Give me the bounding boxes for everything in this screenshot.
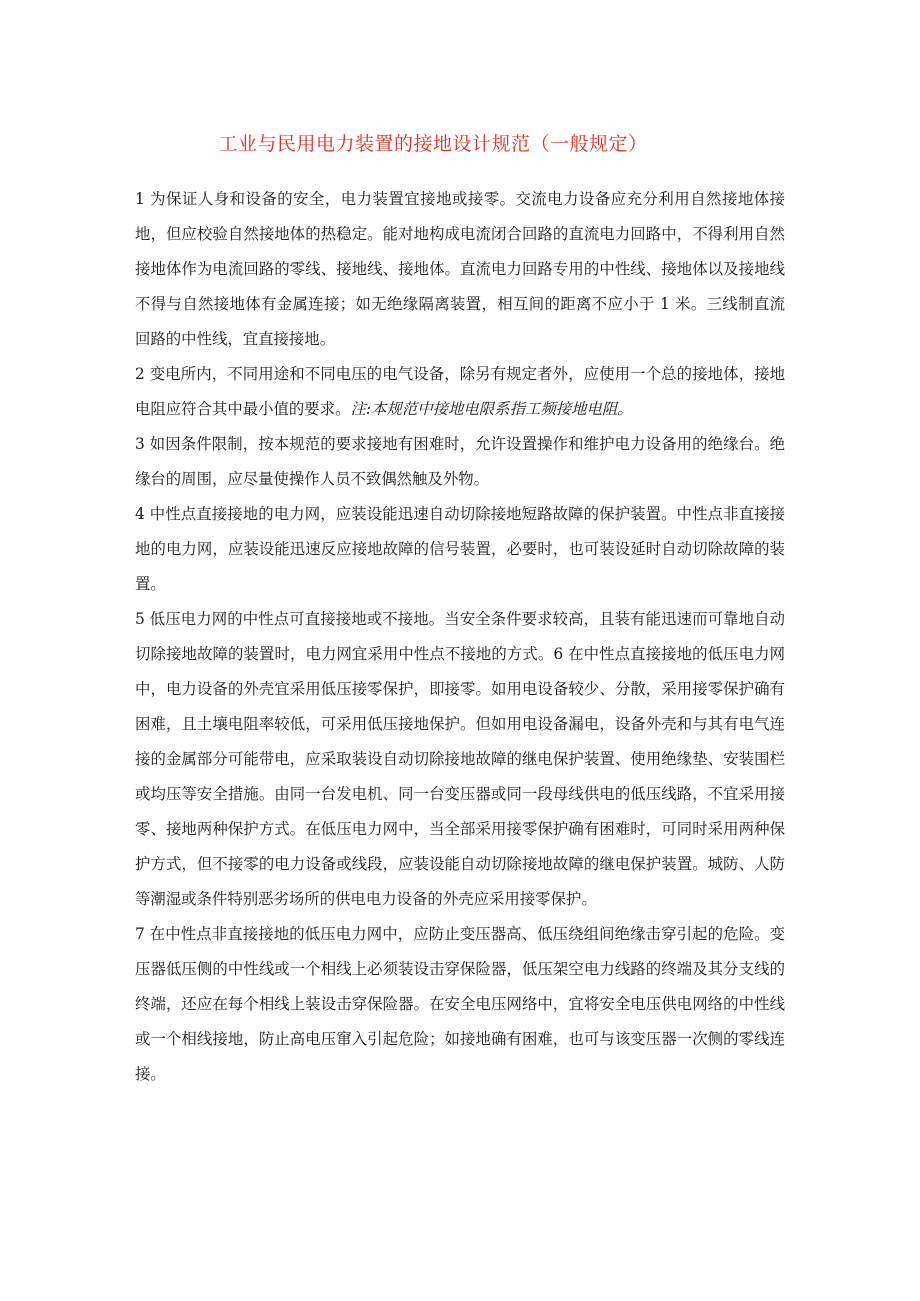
paragraph-2 — [135, 357, 785, 427]
document-body — [135, 182, 785, 1092]
paragraph-1 — [135, 182, 785, 357]
document-title: 工业与民用电力装置的接地设计规范（一般规定） — [218, 133, 648, 155]
paragraph-text: 4 中性点直接接地的电力网，应装设能迅速自动切除接地短路故障的保护装置。中性点非直接接地的电力网，应装设能迅速反应接地故障的信号装置，必要时，也可装设延时自动切除故障的装置。 — [135, 505, 785, 593]
paragraph-text: 1 为保证人身和设备的安全，电力装置宜接地或接零。交流电力设备应充分利用自然接地体接地，但应校验自然接地体的热稳定。能对地构成电流闭合回路的直流电力回路中，不得利用自然接地体作为电流回路的零线、接地线、接地体。直流电力回路专用的中性线、接地体以及接地线不得与自然接地体有金属连接；如无绝缘隔离装置，相互间的距离不应小于 1 米。三线制直流回路的中性线，宜直接接地。 — [135, 190, 785, 348]
paragraph-text: 7 在中性点非直接接地的低压电力网中，应防止变压器高、低压绕组间绝缘击穿引起的危险。变压器低压侧的中性线或一个相线上必须装设击穿保险器，低压架空电力线路的终端及其分支线的终端，还应在每个相线上装设击穿保险器。在安全电压网络中，宜将安全电压供电网络的中性线或一个相线接地，防止高电压窜入引起危险；如接地确有困难，也可与该变压器一次侧的零线连接。 — [135, 925, 785, 1083]
paragraph-7 — [135, 917, 785, 1092]
paragraph-4 — [135, 497, 785, 602]
paragraph-text: 3 如因条件限制，按本规范的要求接地有困难时，允许设置操作和维护电力设备用的绝缘台。绝缘台的周围，应尽量使操作人员不致偶然触及外物。 — [135, 435, 785, 488]
paragraph-3 — [135, 427, 785, 497]
paragraph-text: 2 变电所内，不同用途和不同电压的电气设备，除另有规定者外，应使用一个总的接地体，接地电阻应符合其中最小值的要求。 — [135, 365, 785, 418]
paragraph-note: 注:本规范中接地电限系指工频接地电阻。 — [350, 400, 633, 418]
paragraph-text: 5 低压电力网的中性点可直接接地或不接地。当安全条件要求较高，且装有能迅速而可靠地自动切除接地故障的装置时，电力网宜采用中性点不接地的方式。6 在中性点直接接地的低压电力网中，电力设备的外壳宜采用低压接零保护，即接零。如用电设备较少、分散，采用接零保护确有困难，且土壤电阻率较低，可采用低压接地保护。但如用电设备漏电，设备外壳和与其有电气连接的金属部分可能带电，应采取装设自动切除接地故障的继电保护装置、使用绝缘垫、安装围栏或均压等安全措施。由同一台发电机、同一台变压器或同一段母线供电的低压线路，不宜采用接零、接地两种保护方式。在低压电力网中，当全部采用接零保护确有困难时，可同时采用两种保护方式，但不接零的电力设备或线段，应装设能自动切除接地故障的继电保护装置。城防、人防等潮湿或条件特别恶劣场所的供电电力设备的外壳应采用接零保护。 — [135, 610, 785, 908]
paragraph-5 — [135, 602, 785, 917]
